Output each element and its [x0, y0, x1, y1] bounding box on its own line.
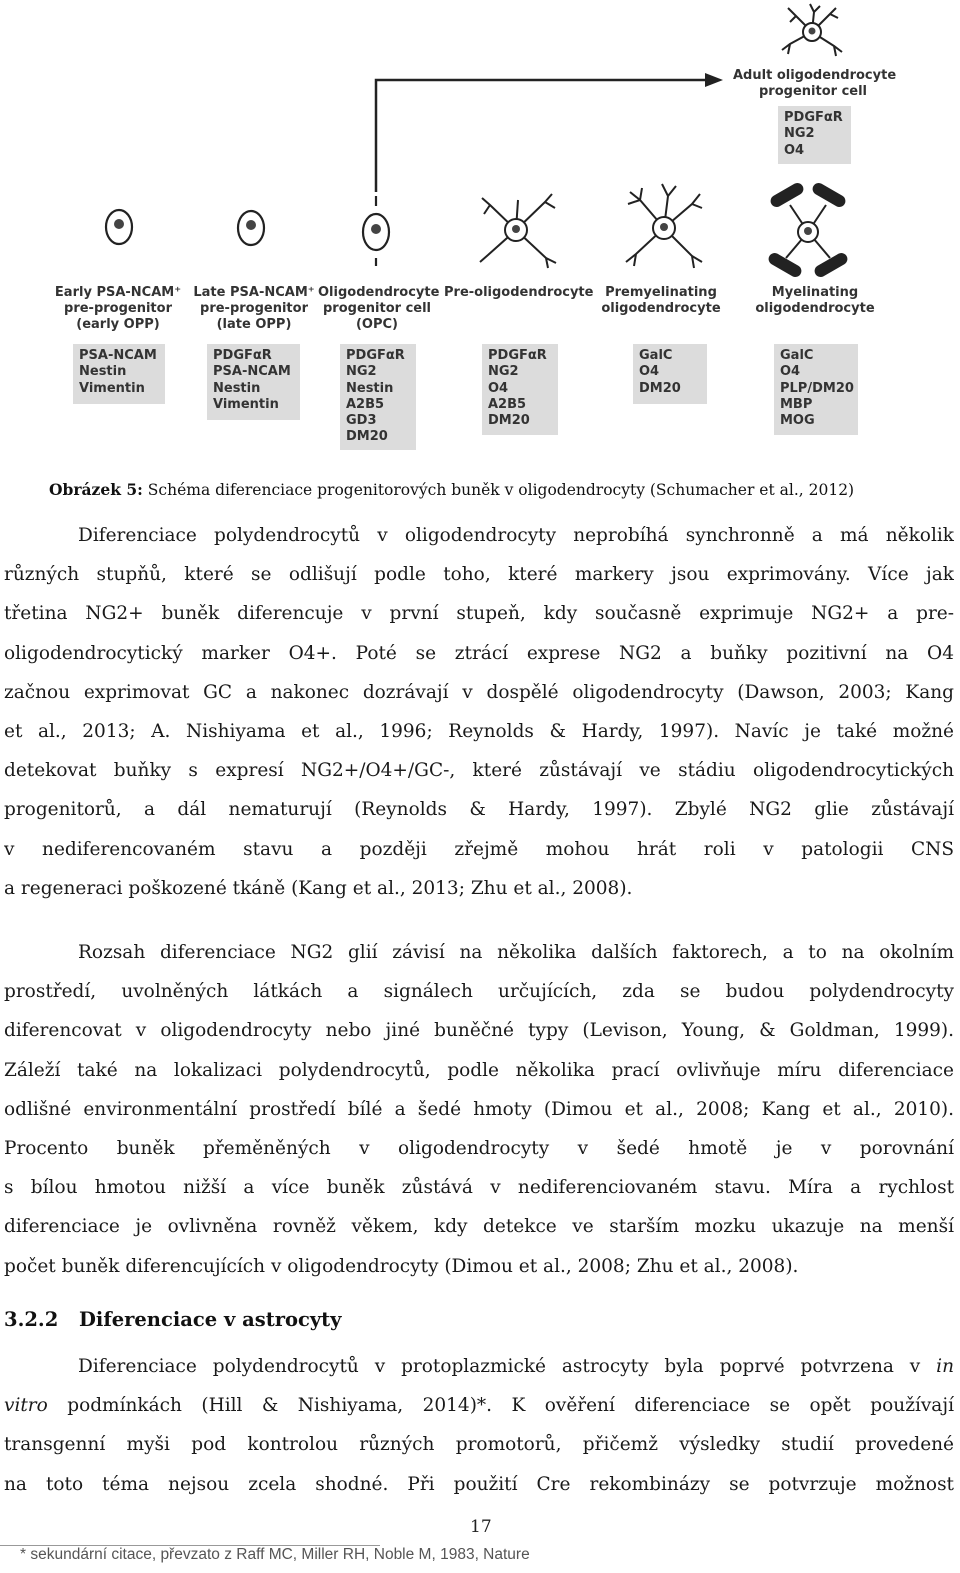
adult-arrow	[376, 73, 723, 192]
section-heading	[4, 1308, 342, 1331]
text-line: prostředí, uvolněných látkách a signálech určujících, zda se budou polydendrocyty	[4, 981, 954, 1003]
text-line: oligodendrocytický marker O4+. Poté se ztrácí exprese NG2 a buňky pozitivní na O4	[4, 642, 954, 664]
text-line: a regeneraci poškozené tkáně (Kang et al., 2013; Zhu et al., 2008).	[4, 877, 633, 899]
caption-label: Obrázek 5:	[49, 480, 143, 499]
caption-text: Schéma diferenciace progenitorových buněk v oligodendrocyty (Schumacher et al., 2012)	[142, 481, 855, 499]
text-line: počet buněk diferencujících v oligodendrocyty (Dimou et al., 2008; Zhu et al., 2008).	[4, 1255, 799, 1277]
figure-caption	[49, 480, 854, 499]
markers-early-opp: PSA-NCAM Nestin Vimentin	[73, 344, 165, 404]
text-line: progenitorů, a dál nematurují (Reynolds & Hardy, 1997). Zbylé NG2 glie zůstávají	[4, 799, 954, 821]
figure-oligodendrocyte-lineage	[0, 0, 960, 470]
text-line: vitro podmínkách (Hill & Nishiyama, 2014)*. K ověření diferenciace se opět používají	[4, 1395, 954, 1417]
adult-opc-cell	[782, 4, 842, 56]
stage-label-pre-oligodendrocyte: Pre-oligodendrocyte	[444, 285, 594, 300]
text-line: et al., 2013; A. Nishiyama et al., 1996; Reynolds & Hardy, 1997). Navíc je také možné	[4, 720, 954, 742]
text-line: Diferenciace polydendrocytů v oligodendrocyty neprobíhá synchronně a má několik	[78, 525, 954, 546]
adult-opc-markers: PDGFαR NG2 O4	[778, 106, 851, 164]
markers-myelinating: GalC O4 PLP/DM20 MBP MOG	[774, 344, 858, 435]
text-line: odlišné environmentální prostředí bílé a šedé hmoty (Dimou et al., 2008; Kang et al., 2010).	[4, 1098, 954, 1120]
markers-late-opp: PDGFαR PSA-NCAM Nestin Vimentin	[207, 344, 300, 420]
page-number: 17	[470, 1517, 492, 1537]
premyelinating-cell	[626, 184, 702, 268]
pre-oligodendrocyte-cell	[480, 194, 556, 268]
paragraph-1	[4, 516, 954, 908]
markers-pre-oligodendrocyte: PDGFαR NG2 O4 A2B5 DM20	[482, 344, 558, 435]
footnote: * sekundární citace, převzato z Raff MC, Miller RH, Noble M, 1983, Nature	[20, 1546, 530, 1563]
text-line: detekovat buňky s expresí NG2+/O4+/GC-, které zůstávají ve stádiu oligodendrocytických	[4, 760, 954, 782]
text-line: Procento buněk přeměněných v oligodendrocyty v šedé hmotě je v porovnání	[4, 1137, 954, 1159]
paragraph-3	[4, 1347, 954, 1504]
section-number: 3.2.2	[4, 1308, 59, 1331]
opc-cell	[363, 196, 389, 266]
markers-opc: PDGFαR NG2 Nestin A2B5 GD3 DM20	[340, 344, 416, 450]
text-line: různých stupňů, které se odlišují podle toho, které markery jsou exprimovány. Více jak	[4, 564, 954, 586]
text-line: diferencovat v oligodendrocyty nebo jiné buněčné typy (Levison, Young, & Goldman, 1999).	[4, 1020, 954, 1042]
stage-label-myelinating: Myelinating oligodendrocyte	[755, 285, 875, 316]
text-line: na toto téma nejsou zcela shodné. Při použití Cre rekombinázy se potvrzuje možnost	[4, 1473, 954, 1495]
text-line: začnou exprimovat GC a nakonec dozrávají v dospělé oligodendrocyty (Dawson, 2003; Kang	[4, 681, 954, 703]
text-line: s bílou hmotou nižší a více buněk zůstává v nediferenciovaném stavu. Míra a rychlost	[4, 1177, 954, 1199]
paragraph-2	[4, 933, 954, 1286]
section-title: Diferenciace v astrocyty	[79, 1308, 342, 1331]
stage-label-late-opp: Late PSA-NCAM⁺ pre-progenitor (late OPP)	[193, 285, 315, 332]
text-line: třetina NG2+ buněk diferencuje v první stupeň, kdy současně exprimuje NG2+ a pre-	[4, 603, 954, 625]
myelinating-cell	[768, 182, 848, 278]
stage-label-premyelinating: Premyelinating oligodendrocyte	[601, 285, 721, 316]
markers-premyelinating: GalC O4 DM20	[633, 344, 707, 404]
stage-label-early-opp: Early PSA-NCAM⁺ pre-progenitor (early OPP)	[54, 285, 182, 332]
text-line: Záleží také na lokalizaci polydendrocytů, podle několika prací ovlivňuje míru diferenciace	[4, 1059, 954, 1081]
stage-label-opc: Oligodendrocyte progenitor cell (OPC)	[318, 285, 440, 332]
adult-opc-title: Adult oligodendrocyte progenitor cell	[733, 68, 897, 99]
text-line: Diferenciace polydendrocytů v protoplazmické astrocyty byla poprvé potvrzena v in	[78, 1356, 954, 1377]
text-line: transgenní myši pod kontrolou různých promotorů, přičemž výsledky studií provedené	[4, 1434, 954, 1456]
early-opp-cell	[106, 210, 132, 244]
text-line: diferenciace je ovlivněna rovněž věkem, kdy detekce ve starším mozku ukazuje na menší	[4, 1216, 954, 1238]
late-opp-cell	[238, 211, 264, 245]
text-line: v nediferencovaném stavu a později zřejmě mohou hrát roli v patologii CNS	[4, 838, 954, 860]
text-line: Rozsah diferenciace NG2 glií závisí na několika dalších faktorech, a to na okolním	[78, 942, 954, 963]
